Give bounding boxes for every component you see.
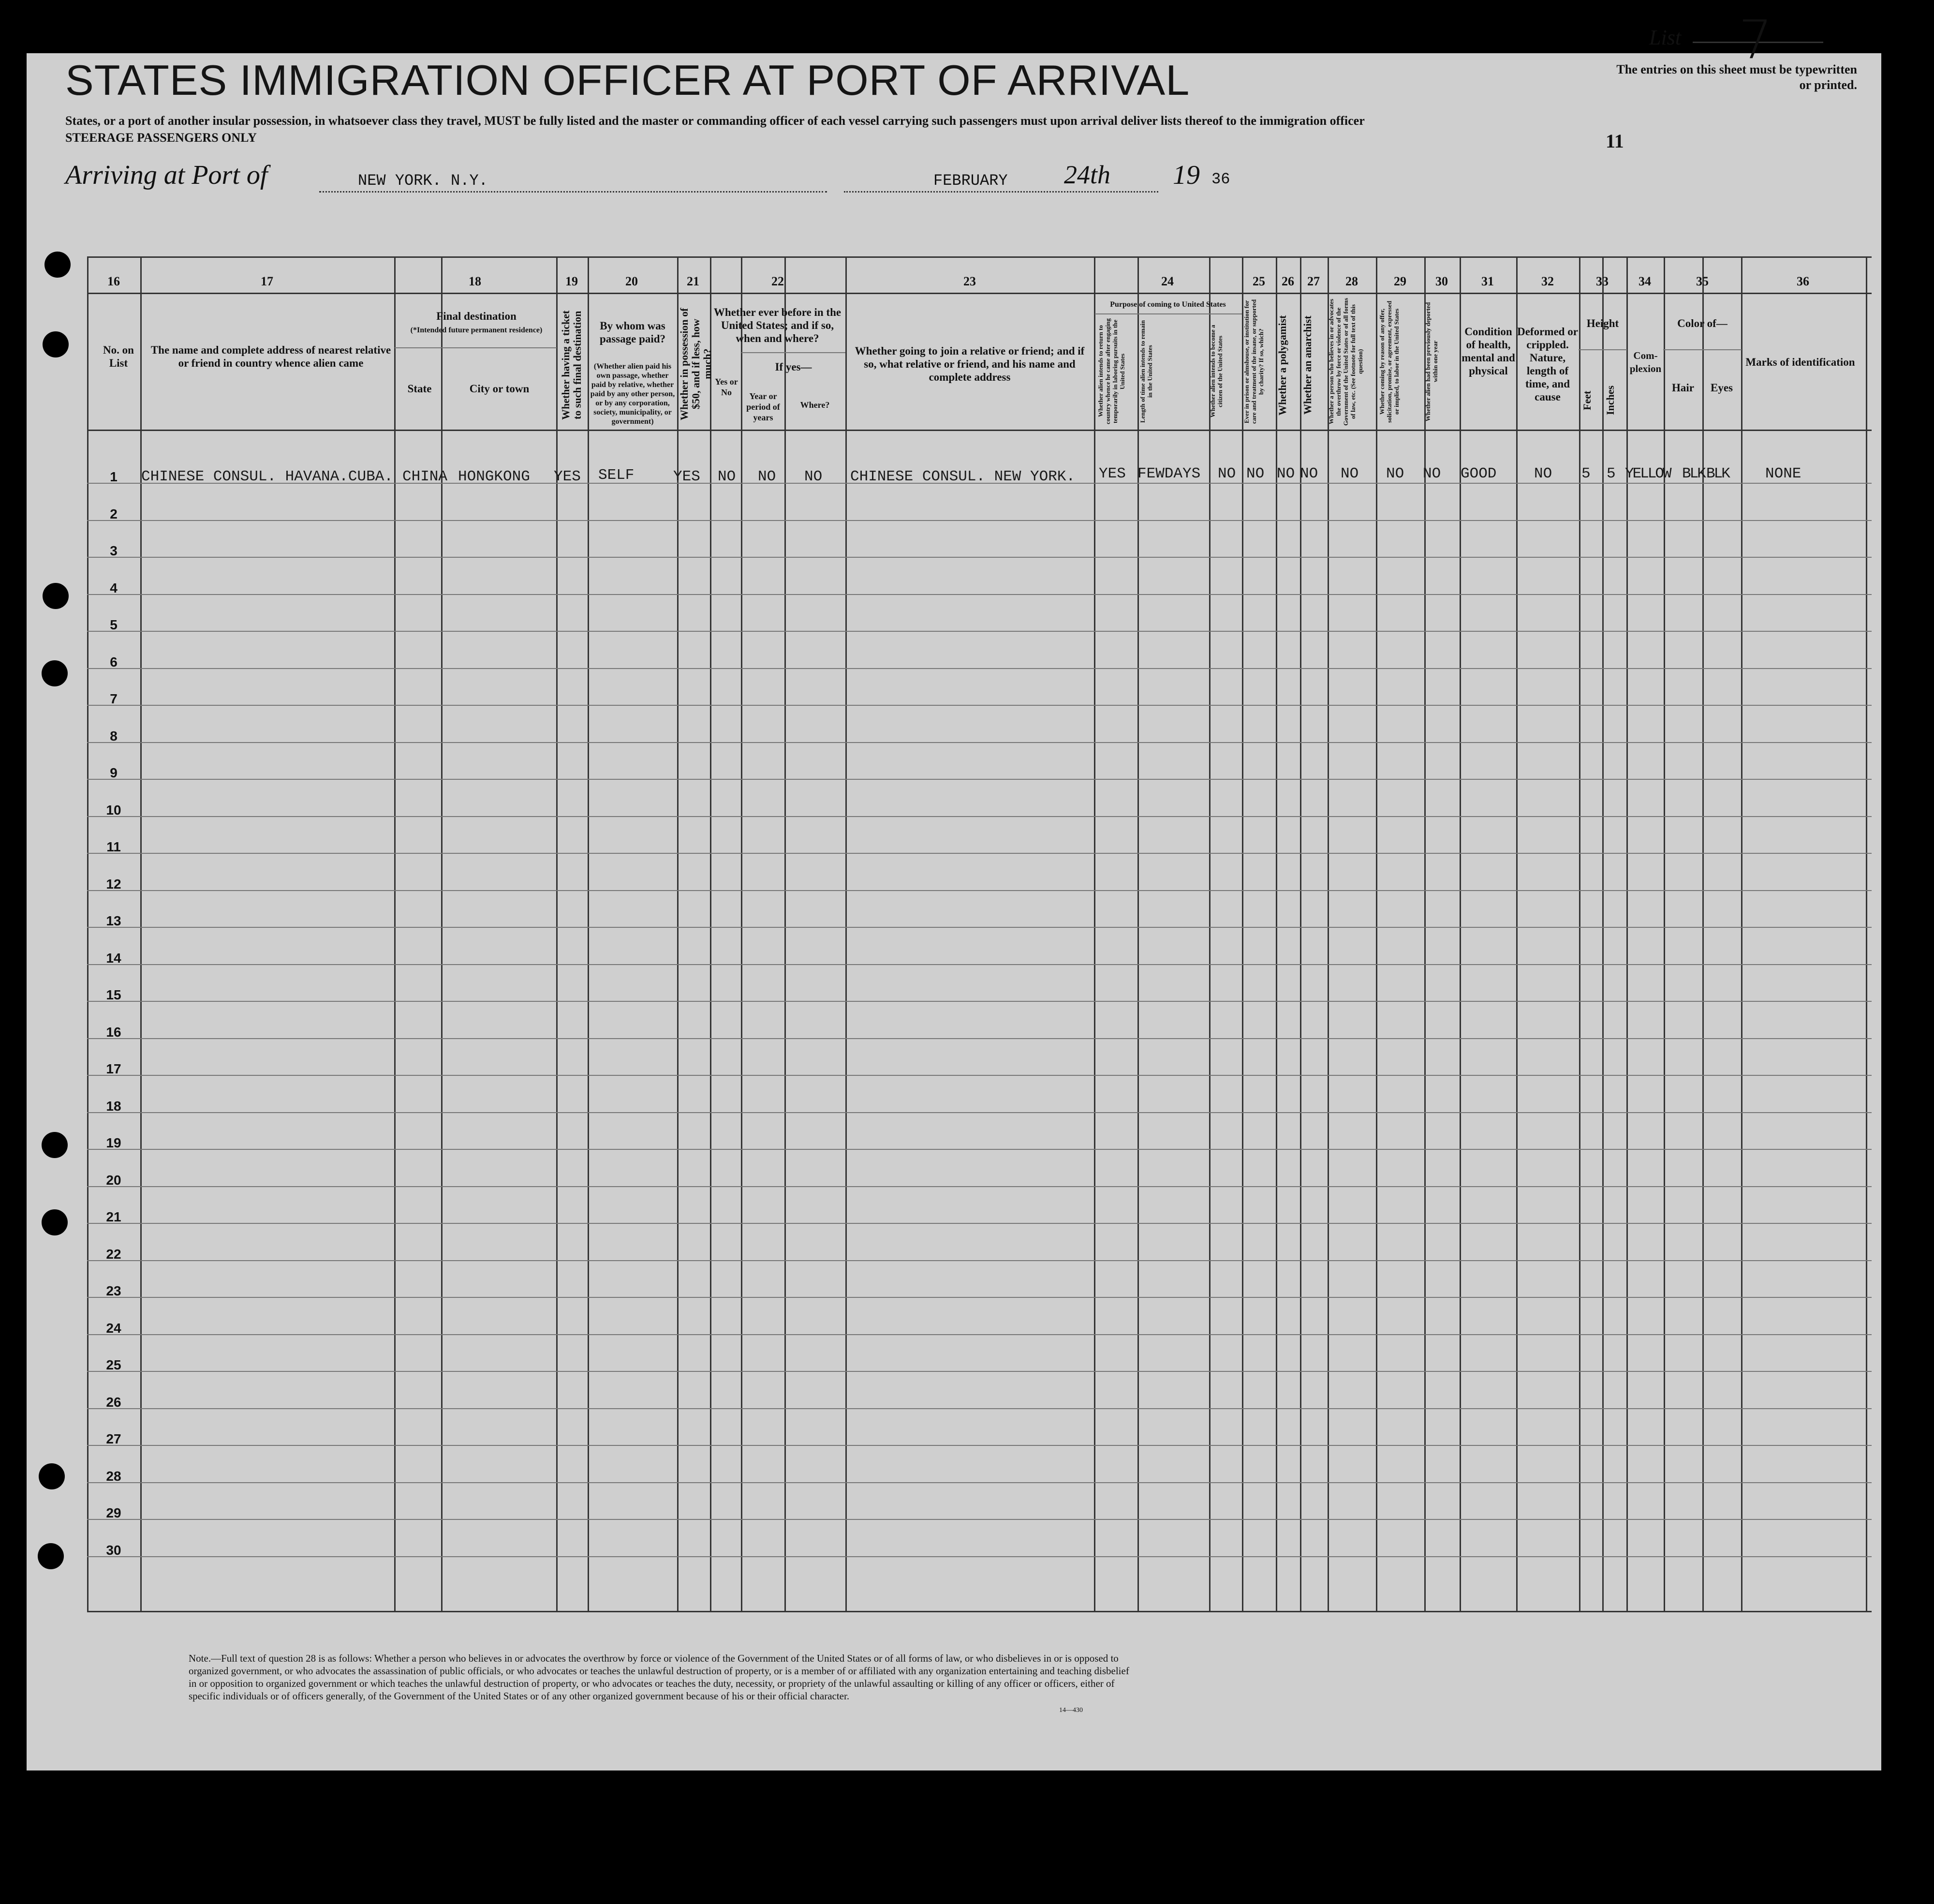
column-number: 19 (565, 274, 578, 288)
cell-health: GOOD (1461, 465, 1497, 482)
hdr-eyes: Eyes (1711, 382, 1733, 394)
list-label: List (1649, 26, 1682, 49)
table-top-rule (87, 256, 1872, 258)
hdr-hair: Hair (1672, 382, 1694, 394)
row-rule (87, 594, 1872, 595)
instructions-line1: States, or a port of another insular possession, in whatsoever class they travel, MUST be fully listed and the master or commanding officer of each vessel carrying such passengers must upon arrival deliver lists thereof to the immigration officer (65, 114, 1365, 128)
column-number: 36 (1797, 274, 1809, 288)
hdr-height: Height (1586, 317, 1619, 329)
row-rule (87, 1001, 1872, 1002)
row-rule (87, 742, 1872, 743)
hdr-city: City or town (469, 383, 530, 395)
row-number: 11 (106, 839, 121, 854)
cell-deported: NO (1423, 465, 1441, 482)
hdr-ever-before: Whether ever before in the United States; and if so, when and where? (713, 306, 842, 344)
row-rule (87, 1186, 1872, 1187)
form-code: 14—430 (1059, 1707, 1083, 1714)
hdr-purpose-return: Whether alien intends to return to country whence he came after engaging temporarily in laboring pursuits in the United States (1097, 318, 1126, 424)
column-number: 34 (1639, 274, 1651, 288)
row-number: 23 (106, 1283, 121, 1298)
row-number: 4 (110, 580, 118, 595)
cell-anarchist: NO (1300, 465, 1318, 482)
cell-ever-before: NO (718, 468, 736, 485)
hdr-final-destination-note: (*Intended future permanent residence) (410, 326, 543, 334)
row-rule (87, 1482, 1872, 1483)
row-number: 20 (106, 1172, 121, 1188)
row-number: 13 (106, 913, 121, 928)
row-number: 6 (110, 654, 118, 669)
cell-citizen: NO (1218, 465, 1236, 482)
row-rule (87, 853, 1872, 854)
hdr-yes-or-no: Yes or No (715, 377, 738, 397)
corner-mark: 11 (1606, 130, 1624, 152)
punch-hole (44, 252, 71, 278)
hdr-year-period: Year or period of years (746, 391, 780, 422)
page-title: STATES IMMIGRATION OFFICER AT PORT OF ARRIVAL (65, 56, 1190, 104)
cell-year-period: NO (758, 468, 776, 485)
row-rule (87, 1445, 1872, 1446)
year-prefix: 19 (1173, 160, 1200, 190)
column-number: 26 (1282, 274, 1294, 288)
row-rule (87, 1556, 1872, 1557)
row-number: 19 (106, 1135, 121, 1150)
hdr-relative-address: The name and complete address of nearest relative or friend in country whence alien came (150, 344, 391, 369)
hdr-join-relative: Whether going to join a relative or friend; and if so, what relative or friend, and his name and complete address (855, 345, 1085, 383)
hdr-inches: Inches (1604, 385, 1616, 416)
hdr-marks: Marks of identification (1745, 356, 1855, 368)
hdr-purpose: Purpose of coming to United States (1110, 300, 1226, 309)
row-number: 5 (110, 617, 118, 632)
punch-hole (43, 583, 69, 609)
height-rule (1579, 349, 1627, 350)
hdr-polygamist: Whether a polygamist (1276, 315, 1288, 416)
hdr-passage-note: (Whether alien paid his own passage, whether paid by relative, whether paid by any other person, or by any corporation, society, municipality, or government) (590, 362, 675, 426)
hdr-ticket: Whether having a ticket to such final destination (560, 310, 583, 420)
column-number: 21 (687, 274, 699, 288)
row-number: 14 (106, 950, 121, 966)
punch-hole (39, 1463, 65, 1489)
port-line (319, 191, 827, 193)
row-number: 25 (106, 1357, 121, 1372)
cell-return-intent: YES (1099, 465, 1126, 482)
color-rule (1663, 349, 1742, 350)
row-rule (87, 1334, 1872, 1335)
cell-join: CHINESE CONSUL. NEW YORK. (850, 468, 1076, 485)
row-number: 8 (110, 728, 118, 744)
header-bottom-rule (87, 430, 1872, 431)
column-number: 31 (1481, 274, 1494, 288)
row-rule (87, 668, 1872, 669)
ifyes-rule (741, 352, 845, 353)
cell-deformed: NO (1534, 465, 1552, 482)
hdr-offer: Whether coming by reason of any offer, solicitation, promise, or agreement, expressed or implied, to labor in the United States (1378, 300, 1400, 423)
arriving-label: Arriving at Port of (65, 160, 268, 190)
row-rule (87, 1408, 1872, 1409)
row-number: 9 (110, 765, 118, 780)
row-rule (87, 779, 1872, 780)
row-number: 15 (106, 987, 121, 1002)
column-number: 16 (107, 274, 120, 288)
row-number: 17 (106, 1061, 121, 1076)
row-rule (87, 705, 1872, 706)
list-number: 7 (1739, 9, 1772, 71)
cell-possession: YES (673, 468, 700, 485)
entries-note: The entries on this sheet must be typewritten or printed. (1616, 62, 1857, 92)
hdr-deformed: Deformed or crippled. Nature, length of time, and cause (1517, 326, 1578, 403)
cell-relative: CHINESE CONSUL. HAVANA.CUBA. (141, 468, 393, 485)
column-number: 24 (1161, 274, 1174, 288)
cell-city: HONGKONG (458, 468, 530, 485)
hdr-prison: Ever in prison or almshouse, or institution for care and treatment of the insane, or supported by charity? If so, which? (1243, 299, 1265, 424)
row-number: 16 (106, 1024, 121, 1040)
row-number: 22 (106, 1246, 121, 1262)
hdr-final-destination: Final destination (436, 310, 517, 322)
row-rule (87, 631, 1872, 632)
instructions (65, 112, 1540, 146)
hdr-purpose-length: Length of time alien intends to remain in the United States (1139, 320, 1153, 423)
column-number: 30 (1435, 274, 1448, 288)
cell-marks: NONE (1765, 465, 1801, 482)
day-value: 24th (1064, 160, 1111, 189)
hdr-feet: Feet (1581, 390, 1593, 410)
cell-length-of-stay: FEWDAYS (1137, 465, 1201, 482)
cell-where: NO (804, 468, 823, 485)
footnote: Note.—Full text of question 28 is as follows: Whether a person who believes in or advocates the overthrow by force or violence of the Government of the United States or of all forms of law, or who disbelieves in or is opposed to organized government, or who advocates the assassination of public officials, or who advocates or teaches the unlawful destruction of property, or is a member of or affiliated with any organization entertaining and teaching disbelief in or opposition to organized government or which teaches the unlawful destruction of property, or who advocates or teaches the duty, necessity, or propriety of the unlawful assaulting or killing of any officer or officers, either of specific individuals or of officers generally, of the Government of the United States or of any other organized government because of his or their official character. (189, 1652, 1129, 1702)
hdr-passage-paid: By whom was passage paid? (599, 320, 666, 345)
cell-passage: SELF (598, 467, 635, 484)
cell-feet: 5 (1581, 465, 1591, 482)
row-rule (87, 927, 1872, 928)
cell-ticket: YES (554, 468, 581, 485)
purpose-rule (1095, 313, 1242, 314)
column-number: 22 (771, 274, 784, 288)
row-rule (87, 1519, 1872, 1520)
cell-polygamist: NO (1277, 465, 1295, 482)
row-rule (87, 1297, 1872, 1298)
punch-hole (38, 1543, 64, 1569)
row-number: 18 (106, 1098, 121, 1114)
punch-hole (42, 1132, 68, 1158)
hdr-overthrow: Whether a person who believes in or advocates the overthrow by force or violence of the Government of the United States or of all forms of law, etc. (See footnote for full text of this question) (1328, 298, 1364, 426)
row-rule (87, 1038, 1872, 1039)
cell-offer: NO (1386, 465, 1404, 482)
row-number: 28 (106, 1468, 121, 1484)
table-bottom-rule (87, 1611, 1872, 1612)
hdr-purpose-citizen: Whether alien intends to become a citizen of the United States (1209, 325, 1224, 418)
column-number: 18 (469, 274, 481, 288)
hdr-where: Where? (800, 400, 830, 410)
punch-hole (43, 331, 69, 357)
row-number: 29 (106, 1505, 121, 1520)
punch-hole (42, 1209, 68, 1235)
column-number: 25 (1253, 274, 1265, 288)
colnum-rule (87, 293, 1872, 294)
cell-overthrow: NO (1341, 465, 1359, 482)
row-number: 10 (106, 802, 121, 818)
row-rule (87, 1260, 1872, 1261)
row-number: 21 (106, 1209, 121, 1224)
row-number: 12 (106, 876, 121, 892)
column-number: 23 (963, 274, 976, 288)
column-number: 17 (261, 274, 273, 288)
cell-inches: 5 (1607, 465, 1616, 482)
hdr-deported: Whether alien had been previously deported within one year (1424, 302, 1439, 421)
row-rule (87, 520, 1872, 521)
row-rule (87, 1112, 1872, 1113)
row-number: 1 (110, 469, 118, 484)
row-rule (87, 1371, 1872, 1372)
hdr-anarchist: Whether an anarchist (1301, 315, 1314, 415)
cell-hair: BLK (1682, 465, 1705, 482)
row-number: 27 (106, 1431, 121, 1446)
port-value: NEW YORK. N.Y. (358, 172, 488, 190)
row-number: 26 (106, 1394, 121, 1410)
column-number: 33 (1596, 274, 1609, 288)
hdr-no-on-list: No. on List (103, 344, 134, 369)
row-number: 2 (110, 506, 118, 521)
cell-prison: NO (1246, 465, 1265, 482)
hdr-if-yes: If yes— (775, 361, 812, 373)
row-rule (87, 816, 1872, 817)
month-value: FEBRUARY (933, 172, 1008, 190)
date-line (844, 191, 1158, 193)
row-number: 24 (106, 1320, 121, 1336)
column-number: 29 (1394, 274, 1406, 288)
dest-subrule (395, 347, 557, 348)
year-suffix: 36 (1211, 170, 1230, 188)
cell-eyes: BLK (1706, 465, 1729, 482)
steerage-label: STEERAGE PASSENGERS ONLY (65, 131, 257, 145)
column-number: 27 (1307, 274, 1320, 288)
punch-hole (42, 660, 68, 686)
hdr-possession-50: Whether in possession of $50, and if less, how much? (678, 308, 713, 420)
column-number: 32 (1541, 274, 1554, 288)
row-number: 3 (110, 543, 118, 558)
row-number: 30 (106, 1542, 121, 1558)
hdr-complexion: Com- plexion (1629, 350, 1662, 374)
hdr-health: Condition of health, mental and physical (1462, 326, 1515, 377)
row-rule (87, 964, 1872, 965)
column-number: 35 (1696, 274, 1709, 288)
row-rule (87, 1149, 1872, 1150)
row-rule (87, 1223, 1872, 1224)
cell-complexion: YELLOW (1625, 465, 1670, 482)
hdr-state: State (407, 383, 432, 395)
cell-state: CHINA (402, 468, 448, 485)
row-rule (87, 1075, 1872, 1076)
hdr-color-of: Color of— (1677, 317, 1727, 329)
column-number: 28 (1345, 274, 1358, 288)
column-number: 20 (625, 274, 638, 288)
row-number: 7 (110, 691, 118, 706)
row-rule (87, 890, 1872, 891)
row-rule (87, 557, 1872, 558)
